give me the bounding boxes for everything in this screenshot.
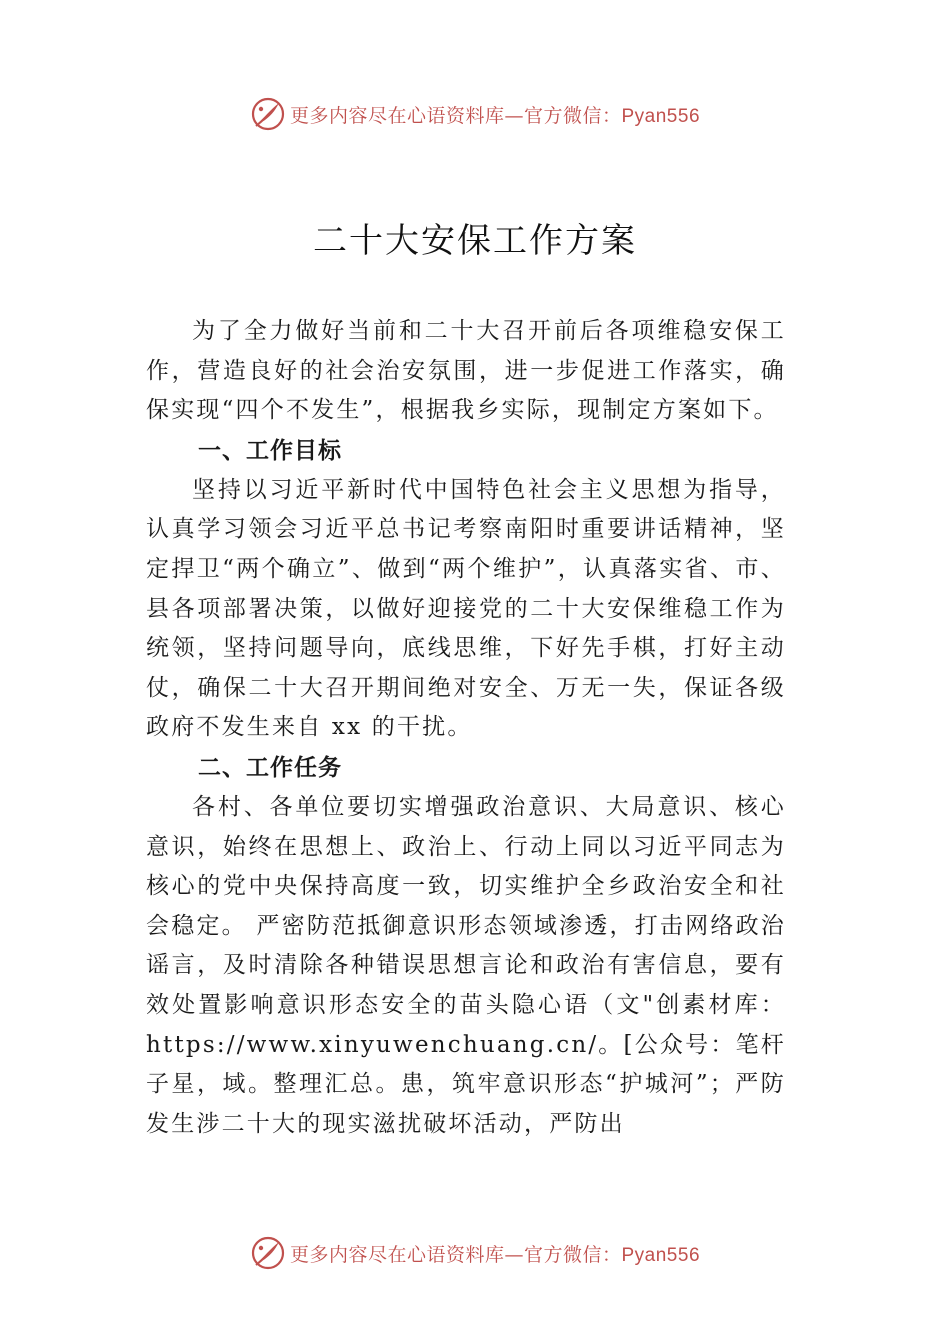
document-body <box>146 312 786 1144</box>
section-heading-tasks: 二、工作任务 <box>198 754 342 781</box>
goals-paragraph: 坚持以习近平新时代中国特色社会主义思想为指导，认真学习领会习近平总书记考察南阳时重要讲话精神，坚定捍卫“两个确立”、做到“两个维护”，认真落实省、市、县各项部署决策，以做好迎接党的二十大安保维稳工作为统领，坚持问题导向，底线思维，下好先手棋，打好主动仗，确保二十大召开期间绝对安全、万无一失，保证各级政府不发生来自 xx 的干扰。 <box>146 476 786 741</box>
watermark-wechat-id: Pyan556 <box>621 105 701 127</box>
quill-logo-icon <box>250 96 286 132</box>
header-watermark <box>0 94 950 134</box>
document-title: 二十大安保工作方案 <box>313 221 637 261</box>
watermark-text: 更多内容尽在心语资料库—官方微信： <box>289 104 622 127</box>
tasks-paragraph: 各村、各单位要切实增强政治意识、大局意识、核心意识，始终在思想上、政治上、行动上同以习近平同志为核心的党中央保持高度一致，切实维护全乡政治安全和社会稳定。 严密防范抵御意识形态领域渗透，打击网络政治谣言，及时清除各种错误思想言论和政治有害信息，要有效处置影响意识形态安全的苗头隐心语（文"创素材库：https://www.xinyuwenchuang.cn/。[公众号：笔杆子星，域。整理汇总。患，筑牢意识形态“护城河”；严防发生涉二十大的现实滋扰破坏活动，严防出 <box>146 793 786 1137</box>
watermark-wechat-id: Pyan556 <box>621 1244 701 1266</box>
watermark-text: 更多内容尽在心语资料库—官方微信： <box>289 1243 622 1266</box>
section-heading-goals: 一、工作目标 <box>198 437 342 464</box>
footer-watermark <box>0 1233 950 1273</box>
intro-paragraph: 为了全力做好当前和二十大召开前后各项维稳安保工作，营造良好的社会治安氛围，进一步促进工作落实，确保实现“四个不发生”，根据我乡实际，现制定方案如下。 <box>146 318 786 424</box>
quill-logo-icon <box>250 1235 286 1271</box>
